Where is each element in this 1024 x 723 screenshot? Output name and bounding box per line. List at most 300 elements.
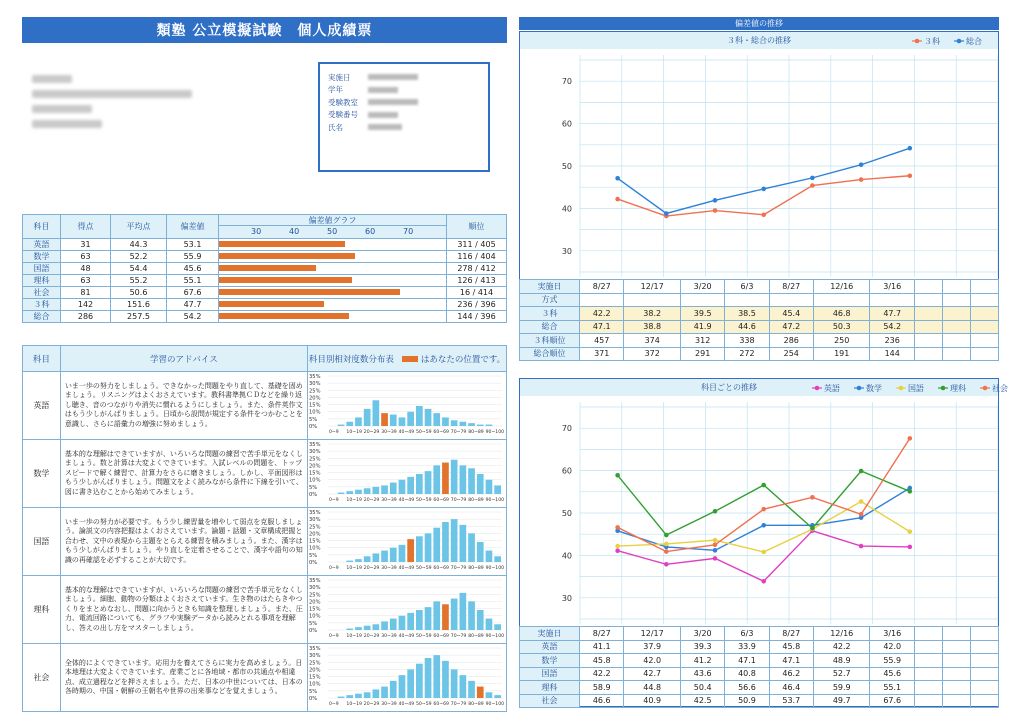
y-tick: 0% bbox=[308, 696, 318, 702]
deviation-bar-cell bbox=[219, 299, 447, 311]
trend-cell: 43.6 bbox=[680, 667, 724, 681]
hist-bar bbox=[346, 422, 353, 426]
x-tick: 0~9 bbox=[328, 702, 339, 707]
empty-cell bbox=[943, 681, 971, 695]
y-tick: 10% bbox=[308, 613, 321, 620]
empty-cell bbox=[915, 347, 943, 361]
trend-cell: 50.3 bbox=[814, 320, 870, 334]
trend-cell: 12/17 bbox=[624, 627, 680, 641]
col-header: 科目 bbox=[23, 346, 61, 372]
x-tick: 60~69 bbox=[433, 702, 449, 707]
empty-cell bbox=[943, 654, 971, 668]
hist-bar bbox=[372, 553, 379, 562]
empty-cell bbox=[971, 334, 999, 348]
rank-value: 126 bbox=[457, 276, 473, 285]
x-tick: 30~39 bbox=[381, 566, 397, 571]
score-average: 54.4 bbox=[111, 263, 167, 275]
data-point bbox=[908, 146, 913, 151]
hist-bar bbox=[477, 542, 484, 562]
x-tick: 0~9 bbox=[328, 430, 339, 435]
y-tick: 30% bbox=[308, 449, 321, 456]
series-line bbox=[618, 148, 910, 213]
trend-cell: 8/27 bbox=[769, 280, 813, 294]
x-tick: 90~100 bbox=[485, 498, 505, 503]
hist-bar bbox=[399, 675, 406, 698]
legend-marker bbox=[957, 39, 962, 44]
y-tick: 50 bbox=[561, 162, 572, 171]
data-point bbox=[713, 556, 718, 561]
hist-bar bbox=[407, 477, 414, 494]
chart1-legend bbox=[910, 34, 1000, 48]
graph-tick: 70 bbox=[403, 227, 414, 236]
redacted-value bbox=[368, 74, 418, 80]
score-score: 81 bbox=[61, 287, 111, 299]
advice-text: 基本的な理解はできていますが、いろいろな問題の練習で苦手単元をなくしましょう。細胞、動物の分類はよくおさえています。生き物のはたらきやつくりをまとめなおし、問題に向かうときも知識を整理しましょう。また、圧力、電流回路についても、グラフや実験データから読みとれる事項を理解し、答えの出し方をマスターしましょう。 bbox=[60, 576, 307, 644]
hist-bar bbox=[477, 474, 484, 494]
trend-cell: 44.6 bbox=[725, 320, 769, 334]
score-subject: ３科 bbox=[23, 299, 61, 311]
legend-swatch bbox=[402, 356, 418, 362]
trend-row bbox=[520, 334, 999, 348]
data-point bbox=[761, 187, 766, 192]
advice-row bbox=[23, 576, 507, 644]
trend-cell: 52.7 bbox=[814, 667, 870, 681]
score-row bbox=[23, 287, 507, 299]
data-point bbox=[761, 212, 766, 217]
hist-bar bbox=[364, 488, 371, 494]
trend-row-label: 実施日 bbox=[520, 280, 580, 294]
score-subject: 社会 bbox=[23, 287, 61, 299]
chart2 bbox=[520, 396, 998, 626]
hist-bar bbox=[451, 460, 458, 494]
trend-cell: 45.4 bbox=[769, 307, 813, 321]
report-title: 類塾 公立模擬試験 個人成績票 bbox=[22, 17, 507, 43]
data-point bbox=[713, 548, 718, 553]
info-label: 実施日 bbox=[328, 72, 351, 82]
x-tick: 50~59 bbox=[415, 702, 432, 707]
y-tick: 30 bbox=[561, 246, 572, 256]
hist-bar bbox=[416, 474, 423, 494]
x-tick: 50~59 bbox=[415, 634, 432, 639]
rank-total: 404 bbox=[480, 252, 496, 261]
trend-cell: 286 bbox=[769, 334, 813, 348]
hist-bar bbox=[494, 556, 501, 562]
x-tick: 80~89 bbox=[468, 430, 484, 435]
score-deviation: 47.7 bbox=[167, 299, 219, 311]
score-subject: 総合 bbox=[23, 311, 61, 323]
trend-cell: 40.8 bbox=[725, 667, 769, 681]
empty-cell bbox=[971, 307, 999, 321]
my-position-bar bbox=[381, 413, 388, 426]
data-point bbox=[713, 543, 718, 548]
hist-bar bbox=[407, 412, 414, 426]
histogram-svg bbox=[308, 372, 506, 437]
trend-cell: 55.1 bbox=[870, 681, 915, 695]
hist-bar bbox=[494, 485, 501, 494]
data-point bbox=[761, 507, 766, 512]
distribution-histogram bbox=[307, 644, 506, 712]
graph-tick: 60 bbox=[365, 227, 376, 236]
score-rank: 16 / 414 bbox=[447, 287, 507, 299]
x-tick: 90~100 bbox=[485, 566, 505, 571]
score-rank: 236 / 396 bbox=[447, 299, 507, 311]
x-tick: 80~89 bbox=[468, 498, 484, 503]
trend-cell: 3/20 bbox=[680, 627, 724, 641]
y-tick: 10% bbox=[308, 545, 321, 552]
x-tick: 90~100 bbox=[485, 634, 505, 639]
data-point bbox=[859, 162, 864, 167]
x-tick: 0~9 bbox=[328, 566, 339, 571]
score-subject: 数学 bbox=[23, 251, 61, 263]
hist-bar bbox=[451, 599, 458, 630]
series-line bbox=[618, 531, 910, 581]
legend-marker bbox=[941, 386, 946, 391]
y-tick: 70 bbox=[561, 77, 572, 87]
y-tick: 15% bbox=[308, 402, 321, 409]
histogram-svg bbox=[308, 508, 506, 573]
trend-cell: 45.8 bbox=[769, 640, 813, 654]
empty-cell bbox=[915, 334, 943, 348]
score-deviation: 67.6 bbox=[167, 287, 219, 299]
hist-bar bbox=[346, 491, 353, 494]
y-tick: 20% bbox=[308, 531, 321, 538]
trend-cell bbox=[870, 293, 915, 307]
score-row bbox=[23, 299, 507, 311]
score-deviation: 55.1 bbox=[167, 275, 219, 287]
trend-cell: 54.2 bbox=[870, 320, 915, 334]
hist-bar bbox=[390, 681, 397, 698]
score-subject: 国語 bbox=[23, 263, 61, 275]
hist-bar bbox=[468, 468, 475, 494]
graph-tick: 50 bbox=[327, 227, 338, 236]
data-point bbox=[859, 499, 864, 504]
hist-bar bbox=[416, 664, 423, 698]
score-average: 44.3 bbox=[111, 239, 167, 251]
score-rank: 144 / 396 bbox=[447, 311, 507, 323]
hist-bar bbox=[425, 658, 432, 698]
x-tick: 50~59 bbox=[415, 430, 432, 435]
legend-marker bbox=[815, 386, 820, 391]
trend-cell: 50.4 bbox=[680, 681, 724, 695]
score-table bbox=[22, 214, 507, 323]
trend-cell: 272 bbox=[725, 347, 769, 361]
legend-text: はあなたの位置です。 bbox=[420, 354, 506, 365]
hist-bar bbox=[451, 519, 458, 562]
trend-row bbox=[520, 654, 999, 668]
y-tick: 5% bbox=[308, 416, 318, 423]
series-line bbox=[618, 438, 910, 551]
trend-cell: 38.8 bbox=[624, 320, 680, 334]
x-tick: 20~29 bbox=[363, 634, 380, 639]
x-tick: 20~29 bbox=[363, 702, 380, 707]
x-tick: 40~49 bbox=[398, 498, 415, 503]
y-tick: 0% bbox=[308, 424, 318, 430]
hist-bar bbox=[468, 423, 475, 426]
empty-cell bbox=[943, 307, 971, 321]
trend-row bbox=[520, 681, 999, 695]
hist-bar bbox=[468, 533, 475, 562]
empty-cell bbox=[971, 640, 999, 654]
data-point bbox=[664, 211, 669, 216]
trend-cell: 47.1 bbox=[725, 654, 769, 668]
score-subject: 理科 bbox=[23, 275, 61, 287]
x-tick: 60~69 bbox=[433, 498, 449, 503]
trend-row bbox=[520, 627, 999, 641]
rank-total: 412 bbox=[480, 264, 496, 273]
y-tick: 20% bbox=[308, 395, 321, 402]
trend-row-label: ３科 bbox=[520, 307, 580, 321]
rank-total: 405 bbox=[480, 240, 496, 249]
data-point bbox=[713, 208, 718, 213]
data-point bbox=[859, 544, 864, 549]
trend-cell: 8/27 bbox=[580, 280, 624, 294]
hist-bar bbox=[399, 616, 406, 630]
x-tick: 70~79 bbox=[450, 702, 467, 707]
hist-bar bbox=[355, 490, 362, 494]
chart2-legend bbox=[810, 381, 1010, 395]
y-tick: 25% bbox=[308, 592, 321, 599]
deviation-bar bbox=[219, 289, 400, 295]
series-line bbox=[618, 488, 910, 550]
trend-cell: 12/16 bbox=[814, 627, 870, 641]
hist-bar bbox=[486, 692, 493, 698]
x-tick: 20~29 bbox=[363, 498, 380, 503]
trend-cell: 41.2 bbox=[680, 654, 724, 668]
trend-row-label: 総合順位 bbox=[520, 347, 580, 361]
x-tick: 0~9 bbox=[328, 498, 339, 503]
trend-row bbox=[520, 280, 999, 294]
redacted-value bbox=[368, 124, 402, 130]
deviation-bar bbox=[219, 241, 345, 247]
hist-bar bbox=[364, 692, 371, 698]
histogram-svg bbox=[308, 644, 506, 709]
y-tick: 5% bbox=[308, 552, 318, 559]
trend-cell: 55.9 bbox=[870, 654, 915, 668]
score-rank: 116 / 404 bbox=[447, 251, 507, 263]
trend-cell: 46.4 bbox=[769, 681, 813, 695]
trend-cell bbox=[725, 293, 769, 307]
hist-bar bbox=[381, 687, 388, 698]
trend-cell: 42.2 bbox=[580, 307, 624, 321]
trend-cell: 41.9 bbox=[680, 320, 724, 334]
empty-cell bbox=[943, 640, 971, 654]
data-point bbox=[615, 473, 620, 478]
hist-bar bbox=[338, 493, 345, 494]
hist-bar bbox=[381, 551, 388, 562]
trend-cell: 191 bbox=[814, 347, 870, 361]
y-tick: 35% bbox=[308, 442, 321, 448]
advice-text: いま一歩の努力をしましょう。できなかった問題をやり直して、基礎を固めましょう。リスニングはよくおさえています。教科書準拠ＣＤなどを繰り返し聴き、音のつながりや消失に慣れるようにしましょう。また、条件英作文はもう少しがんばりましょう。日頃から設問が規定する条件をつかむことを意識し、さらに語彙力の増強に努めましょう。 bbox=[60, 372, 307, 440]
data-point bbox=[615, 176, 620, 181]
y-tick: 60 bbox=[561, 466, 572, 476]
distribution-histogram bbox=[307, 508, 506, 576]
data-point bbox=[664, 562, 669, 567]
y-tick: 50 bbox=[561, 509, 572, 518]
rank-value: 278 bbox=[457, 264, 473, 273]
trend-row bbox=[520, 667, 999, 681]
hist-bar bbox=[346, 561, 353, 562]
chart1-title-text: ３科・総合の推移 bbox=[727, 36, 791, 45]
hist-bar bbox=[381, 621, 388, 630]
x-tick: 50~59 bbox=[415, 566, 432, 571]
trend-row-label: 理科 bbox=[520, 681, 580, 695]
trend-row bbox=[520, 640, 999, 654]
trend-cell: 56.6 bbox=[725, 681, 769, 695]
trend-cell: 12/16 bbox=[814, 280, 870, 294]
data-point bbox=[908, 529, 913, 534]
score-score: 63 bbox=[61, 275, 111, 287]
hist-bar bbox=[355, 627, 362, 630]
hist-bar bbox=[355, 694, 362, 698]
y-tick: 30% bbox=[308, 517, 321, 524]
dist-title: 科目別相対度数分布表 bbox=[308, 354, 394, 365]
info-label: 学年 bbox=[328, 85, 343, 95]
deviation-bar bbox=[219, 265, 316, 271]
data-point bbox=[908, 489, 913, 494]
data-point bbox=[761, 550, 766, 555]
x-tick: 10~19 bbox=[346, 566, 362, 571]
trend-table-total bbox=[519, 279, 999, 361]
y-tick: 25% bbox=[308, 524, 321, 531]
y-tick: 15% bbox=[308, 674, 321, 681]
score-score: 63 bbox=[61, 251, 111, 263]
hist-bar bbox=[346, 629, 353, 630]
hist-bar bbox=[468, 681, 475, 698]
empty-cell bbox=[943, 293, 971, 307]
score-average: 52.2 bbox=[111, 251, 167, 263]
empty-cell bbox=[915, 320, 943, 334]
data-point bbox=[859, 512, 864, 517]
hist-bar bbox=[346, 695, 353, 698]
trend-row-label: 数学 bbox=[520, 654, 580, 668]
trend-cell: 3/16 bbox=[870, 280, 915, 294]
y-tick: 20% bbox=[308, 463, 321, 470]
hist-bar bbox=[433, 601, 440, 630]
deviation-bar-cell bbox=[219, 287, 447, 299]
trend-cell: 6/3 bbox=[725, 280, 769, 294]
trend-cell: 59.9 bbox=[814, 681, 870, 695]
x-tick: 10~19 bbox=[346, 634, 362, 639]
col-header: 順位 bbox=[447, 215, 507, 239]
hist-bar bbox=[364, 409, 371, 426]
trend-row bbox=[520, 694, 999, 708]
chart1 bbox=[520, 49, 998, 279]
hist-bar bbox=[459, 422, 466, 426]
empty-cell bbox=[971, 320, 999, 334]
trend-cell: 38.2 bbox=[624, 307, 680, 321]
rank-total: 396 bbox=[480, 312, 496, 321]
score-score: 48 bbox=[61, 263, 111, 275]
trend-cell: 42.5 bbox=[680, 694, 724, 708]
trend-cell bbox=[769, 293, 813, 307]
x-tick: 30~39 bbox=[381, 702, 397, 707]
score-score: 142 bbox=[61, 299, 111, 311]
legend-marker bbox=[915, 39, 920, 44]
data-point bbox=[810, 526, 815, 531]
graph-ticks bbox=[219, 226, 446, 238]
score-average: 151.6 bbox=[111, 299, 167, 311]
trend-cell: 8/27 bbox=[769, 627, 813, 641]
trend-row-label: 実施日 bbox=[520, 627, 580, 641]
y-tick: 0% bbox=[308, 628, 318, 634]
data-point bbox=[810, 176, 815, 181]
distribution-histogram bbox=[307, 576, 506, 644]
trend-cell: 44.8 bbox=[624, 681, 680, 695]
trend-cell: 33.9 bbox=[725, 640, 769, 654]
x-tick: 20~29 bbox=[363, 566, 380, 571]
x-tick: 60~69 bbox=[433, 430, 449, 435]
data-point bbox=[761, 579, 766, 584]
y-tick: 40 bbox=[561, 551, 572, 561]
trend-cell: 42.2 bbox=[580, 667, 624, 681]
y-tick: 30% bbox=[308, 381, 321, 388]
data-point bbox=[859, 177, 864, 182]
legend-label: 英語 bbox=[824, 384, 840, 393]
score-average: 50.6 bbox=[111, 287, 167, 299]
y-tick: 25% bbox=[308, 388, 321, 395]
trend-panel-total bbox=[519, 31, 999, 361]
col-header: 学習のアドバイス bbox=[60, 346, 307, 372]
score-average: 257.5 bbox=[111, 311, 167, 323]
x-tick: 80~89 bbox=[468, 634, 484, 639]
hist-bar bbox=[486, 480, 493, 494]
empty-cell bbox=[971, 694, 999, 708]
score-deviation: 55.9 bbox=[167, 251, 219, 263]
hist-bar bbox=[468, 601, 475, 630]
hist-bar bbox=[425, 607, 432, 630]
trend-cell: 47.1 bbox=[580, 320, 624, 334]
trend-cell: 45.8 bbox=[580, 654, 624, 668]
my-position-bar bbox=[442, 463, 449, 494]
x-tick: 40~49 bbox=[398, 430, 415, 435]
rank-value: 311 bbox=[457, 240, 473, 249]
legend-marker bbox=[899, 386, 904, 391]
advice-row bbox=[23, 644, 507, 712]
hist-bar bbox=[416, 536, 423, 562]
empty-cell bbox=[915, 627, 943, 641]
y-tick: 0% bbox=[308, 492, 318, 498]
hist-bar bbox=[486, 619, 493, 630]
x-tick: 40~49 bbox=[398, 702, 415, 707]
legend-label: 理科 bbox=[950, 384, 966, 393]
hist-bar bbox=[399, 480, 406, 494]
data-point bbox=[615, 544, 620, 549]
data-point bbox=[761, 483, 766, 488]
deviation-bar-cell bbox=[219, 251, 447, 263]
score-score: 31 bbox=[61, 239, 111, 251]
y-tick: 35% bbox=[308, 374, 321, 380]
trend-cell: 42.0 bbox=[870, 640, 915, 654]
advice-row bbox=[23, 372, 507, 440]
legend-marker bbox=[983, 386, 988, 391]
empty-cell bbox=[943, 334, 971, 348]
data-point bbox=[908, 173, 913, 178]
legend-label: 国語 bbox=[908, 384, 924, 393]
trend-cell: 47.2 bbox=[769, 320, 813, 334]
hist-bar bbox=[407, 669, 414, 698]
empty-cell bbox=[971, 347, 999, 361]
advice-row bbox=[23, 440, 507, 508]
empty-cell bbox=[943, 280, 971, 294]
trend-cell: 338 bbox=[725, 334, 769, 348]
advice-text: 全体的によくできています。応用力を養えてさらに実力を高めましょう。日本地理は大変よくできています。産業ごとに各地域・都市の共通点や相違点、成立過程などを押さえましょう。ただ、日本の中世については、日本の各時期の、中国・朝鮮の王朝名や世界の出来事などを覚えましょう。 bbox=[60, 644, 307, 712]
advice-subject: 理科 bbox=[23, 576, 61, 644]
hist-bar bbox=[433, 413, 440, 426]
trend-cell: 42.7 bbox=[624, 667, 680, 681]
deviation-bar-cell bbox=[219, 239, 447, 251]
hist-bar bbox=[390, 483, 397, 494]
hist-bar bbox=[459, 593, 466, 630]
